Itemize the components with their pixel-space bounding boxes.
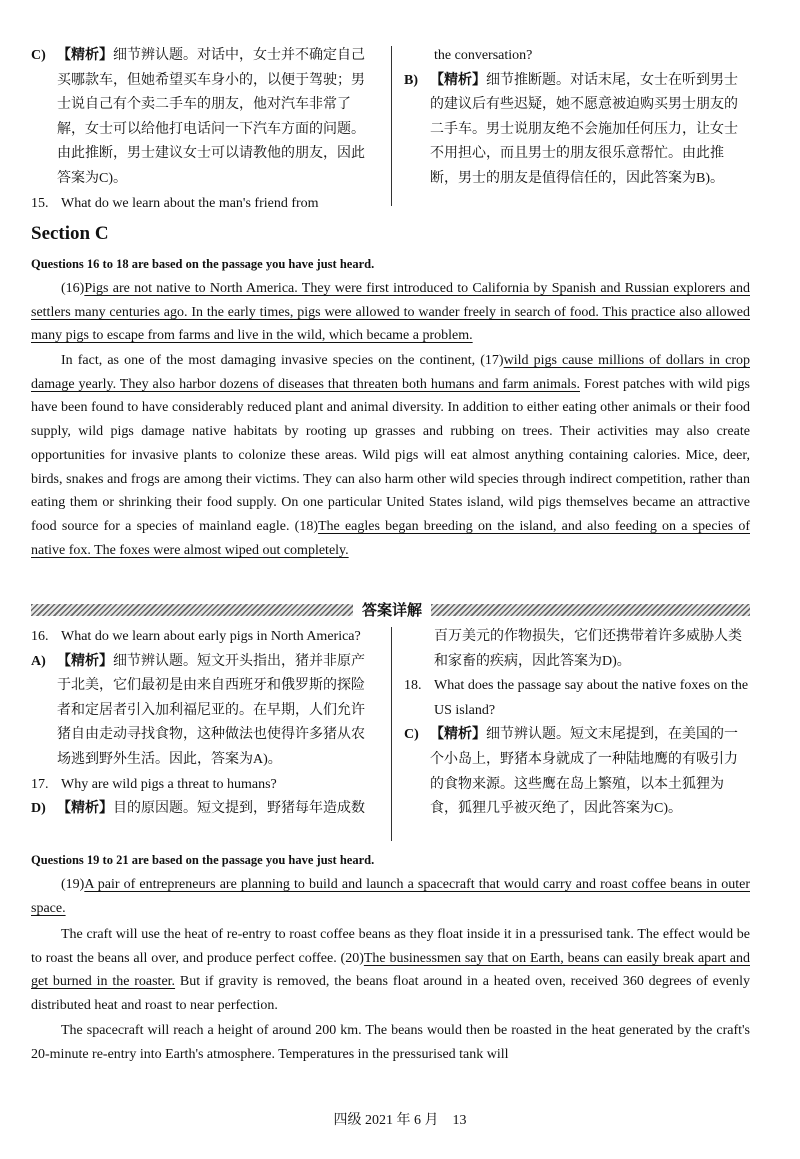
- analysis-tag: 【精析】: [430, 72, 486, 88]
- question-15-continued: the conversation?: [434, 48, 533, 63]
- passage-paragraph-4: [31, 923, 750, 1018]
- question-18: [404, 674, 750, 723]
- paragraph-text: In fact, as one of the most damaging invasive species on the continent,: [61, 353, 481, 368]
- analysis-text: 细节辨认题。对话中，女士并不确定自己买哪款车，但她希望买车身小的，以便于驾驶；男士说自己有个卖二手车的朋友，他对汽车非常了解，女士可以给他打电话问一下汽车方面的问题。由此推断，男士建议女士可以请教他的朋友，因此答案为C)。: [57, 48, 365, 186]
- answer-b-15: [404, 69, 750, 192]
- paragraph-text: Forest patches with wild pigs have been found to have considerably reduced plant and animal diversity. In addition to either eating other animals or their food supply, wild pigs damage native habitats by rooting up grasses and rubbing on trees. Their activities may also create opportunities for invasive plants to colonize these areas. Wild pigs will eat almost anything containing calories. Mice, deer, birds, snakes and frogs are among their victims. They can also harm other wild species through indirect competition, rather than eating them or shrinking their food supply. On one particular United States island, wild pigs themselves became an attractive food source for a species of mainland eagle.: [31, 376, 750, 534]
- top-right-column: [404, 44, 750, 192]
- answer-d-17: [31, 797, 378, 822]
- question-text: What do we learn about early pigs in North America?: [61, 629, 361, 644]
- question-number: 17.: [31, 776, 49, 792]
- key-sentence-18: The eagles began breeding on the island, and also feeding on a species of native fox. The foxes were almost wiped out completely.: [31, 518, 750, 558]
- answer-explanation: [57, 44, 378, 192]
- marker-19: (19): [61, 877, 85, 892]
- answer-explanation: [57, 797, 378, 822]
- passage-instruction-19-21: Questions 19 to 21 are based on the passage you have just heard.: [31, 853, 375, 867]
- section-title: Section C: [31, 223, 109, 244]
- question-text: What do we learn about the man's friend from: [61, 195, 319, 211]
- marker-20: (20): [340, 950, 364, 966]
- key-sentence-20: The businessmen say that on Earth, beans can easily break apart and get burned in the roaster.: [31, 950, 750, 990]
- question-17: [31, 773, 378, 798]
- answer-letter: A): [31, 653, 46, 669]
- analysis-text: 目的原因题。短文提到，野猪每年造成数: [113, 801, 365, 817]
- decorative-stripe-left: [31, 604, 353, 616]
- passage-paragraph-2: [31, 349, 750, 562]
- column-divider-top: [391, 46, 392, 206]
- paragraph-text: But if gravity is removed, the beans float around in a heated oven, received 360 degrees of evenly distributed heat and roast to near perfection.: [31, 974, 751, 1014]
- marker-18: (18): [294, 518, 318, 534]
- analysis-text: 细节辨认题。短文末尾提到，在美国的一个小岛上，野猪本身就成了一种陆地鹰的有吸引力的食物来源。这些鹰在岛上繁殖，以本土狐狸为食，狐狸几乎被灭绝了，因此答案为C)。: [430, 727, 738, 817]
- analysis-tag: 【精析】: [430, 727, 486, 743]
- paragraph-text: The craft will use the heat of re-entry to roast coffee beans as they float inside it in a pressurised tank. The effect would be to roast the beans all over, and produce perfect coffee.: [31, 927, 750, 966]
- passage-paragraph-5: [31, 1019, 750, 1066]
- answer-details-header: [31, 600, 750, 620]
- analysis-tag: 【精析】: [57, 801, 113, 817]
- answer-explanation: [430, 69, 750, 192]
- question-text: What does the passage say about the native foxes on the US island?: [434, 678, 749, 718]
- paragraph-text: The spacecraft will reach a height of around 200 km. The beans would then be roasted in the heat generated by the craft's 20-minute re-entry into Earth's atmosphere. Temperatures in the pressurised tank will: [31, 1023, 750, 1062]
- passage-paragraph-1: [31, 277, 750, 348]
- answer-explanation: [430, 723, 750, 821]
- decorative-stripe-right: [431, 604, 750, 616]
- marker-16: (16): [61, 281, 85, 296]
- key-sentence-17: wild pigs cause millions of dollars in crop damage yearly. They also harbor dozens of diseases that threaten both humans and farm animals.: [31, 353, 750, 392]
- top-left-column: [31, 44, 378, 216]
- question-number: 15.: [31, 195, 49, 211]
- answer-a-16: [31, 650, 378, 773]
- answer-c-18: [404, 723, 750, 821]
- column-divider-answers: [391, 627, 392, 841]
- answer-details-title: 答案详解: [361, 601, 422, 619]
- question-number: 16.: [31, 629, 49, 644]
- key-sentence-16: Pigs are not native to North America. They were first introduced to California by Spanish and Russian explorers and settlers many centuries ago. In the early times, pigs were allowed to wander freely in search of food. This practice also allowed many pigs to escape from farms and live in the wild, which became a problem.: [31, 281, 750, 344]
- analysis-tag: 【精析】: [57, 48, 113, 63]
- question-number: 18.: [404, 678, 422, 694]
- passage-instruction-16-18: Questions 16 to 18 are based on the passage you have just heard.: [31, 257, 375, 271]
- passage-paragraph-3: [31, 873, 750, 920]
- page-footer: 四级 2021 年 6 月 13: [333, 1113, 467, 1128]
- marker-17: (17): [480, 353, 504, 368]
- answer-explanation: [57, 650, 378, 773]
- answer-letter: D): [31, 801, 46, 817]
- answer-letter: C): [404, 727, 419, 743]
- answer-17-continued: 百万美元的作物损失，它们还携带着许多威胁人类和家畜的疾病，因此答案为D)。: [434, 629, 742, 669]
- question-16: [31, 625, 378, 650]
- key-sentence-19: A pair of entrepreneurs are planning to build and launch a spacecraft that would carry and roast coffee beans in outer space.: [31, 877, 750, 916]
- answer-letter: C): [31, 48, 46, 63]
- question-text: Why are wild pigs a threat to humans?: [61, 776, 277, 792]
- question-15: [31, 192, 378, 217]
- analysis-text: 细节辨认题。短文开头指出，猪并非原产于北美，它们最初是由来自西班牙和俄罗斯的探险者和定居者引入加利福尼亚的。在早期，人们允许猪自由走动寻找食物，这种做法也使得许多猪从农场逃到野外生活。因此，答案为A)。: [57, 653, 365, 767]
- analysis-text: 细节推断题。对话末尾，女士在听到男士的建议后有些迟疑，她不愿意被迫购买男士朋友的二手车。男士说朋友绝不会施加任何压力，让女士不用担心，而且男士的朋友很乐意帮忙。由此推断，男士的朋友是值得信任的，因此答案为B)。: [430, 72, 738, 186]
- answers-left-column: [31, 625, 378, 822]
- analysis-tag: 【精析】: [57, 653, 113, 669]
- answer-c-14: [31, 44, 378, 192]
- answers-right-column: [404, 625, 750, 822]
- answer-letter: B): [404, 72, 418, 88]
